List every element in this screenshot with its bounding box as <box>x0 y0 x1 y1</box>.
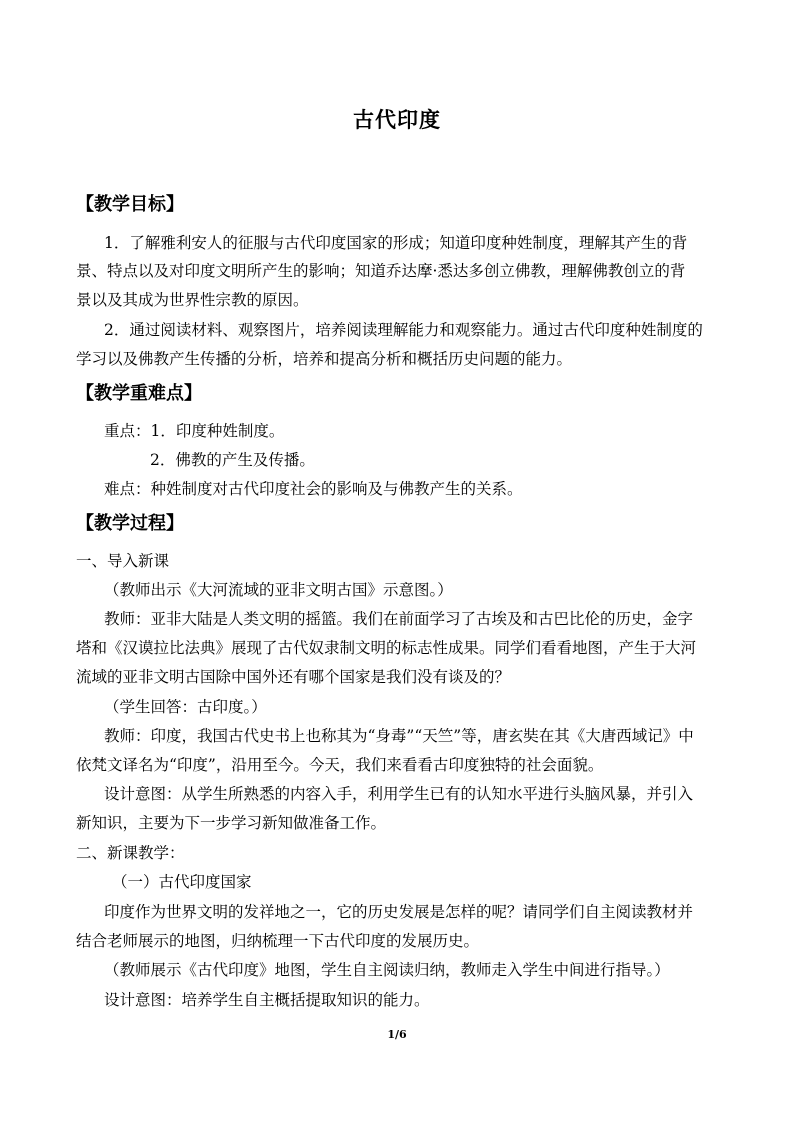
heading-teaching-process: 【教学过程】 <box>76 513 184 534</box>
key-point-2: 2．佛教的产生及传播。 <box>150 451 315 469</box>
goal1-line1: 1．了解雅利安人的征服与古代印度国家的形成；知道印度种姓制度，理解其产生的背 <box>104 234 688 252</box>
goal1-line2: 景、特点以及对印度文明所产生的影响；知道乔达摩·悉达多创立佛教，理解佛教创立的背 <box>76 262 686 280</box>
lesson-text-line2: 结合老师展示的地图，归纳梳理一下古代印度的发展历史。 <box>76 932 480 950</box>
goal2-line1: 2．通过阅读材料、观察图片，培养阅读理解能力和观察能力。通过古代印度种姓制度的 <box>104 321 703 339</box>
lesson-note: （教师展示《古代印度》地图，学生自主阅读归纳，教师走入学生中间进行指导。） <box>104 961 670 979</box>
page-number: 1/6 <box>387 1028 407 1041</box>
intro-student-answer: （学生回答：古印度。） <box>104 698 267 716</box>
difficulty-point: 难点：种姓制度对古代印度社会的影响及与佛教产生的关系。 <box>104 480 523 498</box>
lesson-text-line1: 印度作为世界文明的发祥地之一，它的历史发展是怎样的呢？请同学们自主阅读教材并 <box>104 903 694 921</box>
goal1-line3: 景以及其成为世界性宗教的原因。 <box>76 291 309 309</box>
page-title: 古代印度 <box>353 107 441 132</box>
subsection-ancient-india: （一）古代印度国家 <box>112 873 252 891</box>
intro-teacher-line3: 流域的亚非文明古国除中国外还有哪个国家是我们没有谈及的？ <box>76 668 511 686</box>
intro-teacher2-line1: 教师：印度，我国古代史书上也称其为“身毒”“天竺”等，唐玄奘在其《大唐西域记》中 <box>104 727 694 745</box>
intro-design-line2: 新知识，主要为下一步学习新知做准备工作。 <box>76 814 387 832</box>
section-new-lesson: 二、新课教学： <box>76 844 185 862</box>
intro-note: （教师出示《大河流域的亚非文明古国》示意图。） <box>104 581 453 599</box>
intro-teacher-line1: 教师：亚非大陆是人类文明的摇篮。我们在前面学习了古埃及和古巴比伦的历史，金字 <box>104 610 694 628</box>
intro-design-line1: 设计意图：从学生所熟悉的内容入手，利用学生已有的认知水平进行头脑风暴，并引入 <box>104 785 694 803</box>
heading-teaching-goals: 【教学目标】 <box>76 194 184 215</box>
section-intro: 一、导入新课 <box>76 552 170 570</box>
goal2-line2: 学习以及佛教产生传播的分析，培养和提高分析和概括历史问题的能力。 <box>76 350 573 368</box>
key-point-1: 重点：1．印度种姓制度。 <box>104 422 285 440</box>
intro-teacher-line2: 塔和《汉谟拉比法典》展现了古代奴隶制文明的标志性成果。同学们看看地图，产生于大河 <box>76 639 697 657</box>
lesson-design: 设计意图：培养学生自主概括提取知识的能力。 <box>104 991 430 1009</box>
heading-key-points: 【教学重难点】 <box>76 383 202 404</box>
intro-teacher2-line2: 依梵文译名为“印度”，沿用至今。今天，我们来看看古印度独特的社会面貌。 <box>76 756 604 774</box>
